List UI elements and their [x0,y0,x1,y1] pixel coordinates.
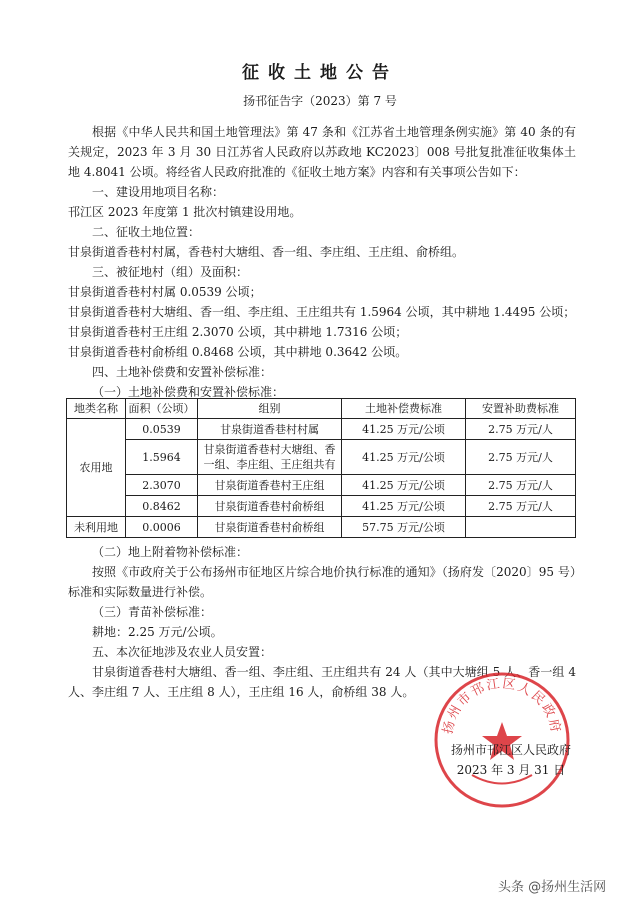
section-1-text: 邗江区 2023 年度第 1 批次村镇建设用地。 [68,205,302,219]
land-type-cell: 农用地 [67,419,126,517]
section-5-text: 甘泉街道香巷村大塘组、香一组、李庄组、王庄组共有 24 人（其中大塘组 5 人、香一组 4 人、李庄组 7 人、王庄组 8 人），王庄组 16 人，俞桥组 38 人。 [68,665,576,699]
table-row [67,440,576,475]
group-cell: 甘泉街道香巷村俞桥组 [198,496,342,517]
settlement-cell: 2.75 万元/人 [466,496,576,517]
section-3-line: 甘泉街道香巷村村属 0.0539 公顷； [68,285,262,299]
section-3-line: 甘泉街道香巷村俞桥组 0.8468 公顷，其中耕地 0.3642 公顷。 [68,345,408,359]
group-cell: 甘泉街道香巷村大塘组、香一组、李庄组、王庄组共有 [198,440,342,475]
source-watermark: 头条 @扬州生活网 [498,880,607,895]
table-header-row [67,399,576,419]
section-4-heading: 四、土地补偿费和安置补偿标准： [92,365,273,379]
document-number: 扬邗征告字（2023）第 7 号 [243,94,397,108]
table-header: 土地补偿费标准 [342,399,466,419]
area-cell: 0.0006 [126,517,198,538]
section-3-line: 甘泉街道香巷村王庄组 2.3070 公顷，其中耕地 1.7316 公顷； [68,325,408,339]
land-compensation-cell: 41.25 万元/公顷 [342,440,466,475]
intro-paragraph: 根据《中华人民共和国土地管理法》第 47 条和《江苏省土地管理条例实施》第 40 条的有关规定，2023 年 3 月 30 日江苏省人民政府以苏政地 KC2023〕008 号批复批准征收集体土地 4.8041 公顷。将经省人民政府批准的《征收土地方案》内容和有关事项公告如下： [68,125,576,179]
section-4-continued [68,542,576,562]
land-compensation-cell: 41.25 万元/公顷 [342,475,466,496]
group-cell: 甘泉街道香巷村村属 [198,419,342,440]
section-4-sub2-text: 按照《市政府关于公布扬州市征地区片综合地价执行标准的通知》（扬府发〔2020〕95 号）标准和实际数量进行补偿。 [68,565,576,599]
table-row [67,419,576,440]
settlement-cell: 2.75 万元/人 [466,440,576,475]
table-row [67,517,576,538]
section-5-heading: 五、本次征地涉及农业人员安置： [92,645,273,659]
section-4-sub1-heading: （一）土地补偿费和安置补偿标准： [92,385,285,399]
group-cell: 甘泉街道香巷村王庄组 [198,475,342,496]
signature-organization: 扬州市邗江区人民政府 [450,743,571,757]
area-cell: 0.8462 [126,496,198,517]
group-cell: 甘泉街道香巷村俞桥组 [198,517,342,538]
land-compensation-cell: 41.25 万元/公顷 [342,419,466,440]
land-compensation-cell: 41.25 万元/公顷 [342,496,466,517]
section-2-heading: 二、征收土地位置： [92,225,201,239]
settlement-cell: 2.75 万元/人 [466,419,576,440]
section-4-sub3-heading: （三）青苗补偿标准： [92,605,213,619]
compensation-table [66,398,576,538]
signature-date: 2023 年 3 月 31 日 [456,763,566,777]
section-3-heading: 三、被征地村（组）及面积： [92,265,249,279]
land-compensation-cell: 57.75 万元/公顷 [342,517,466,538]
section-1-heading: 一、建设用地项目名称： [92,185,225,199]
area-cell: 1.5964 [126,440,198,475]
settlement-cell [466,517,576,538]
intro-section [68,122,576,182]
seal-text: 扬州市邗江区人民政府 [440,676,564,736]
section-3-line: 甘泉街道香巷村大塘组、香一组、李庄组、王庄组共有 1.5964 公顷，其中耕地 1.4495 公顷； [68,305,576,319]
section-4-sub2-heading: （二）地上附着物补偿标准： [92,545,249,559]
table-row [67,475,576,496]
page-title: 征收土地公告 [242,63,398,83]
land-type-cell: 未利用地 [67,517,126,538]
section-2-text: 甘泉街道香巷村村属，香巷村大塘组、香一组、李庄组、王庄组、俞桥组。 [68,245,465,259]
section-4-sub3-text: 耕地：2.25 万元/公顷。 [92,625,223,639]
table-header: 地类名称 [67,399,126,419]
section-4-sub2-body [68,562,576,602]
sections-4-5 [68,602,576,662]
settlement-cell: 2.75 万元/人 [466,475,576,496]
table-header: 面积（公顷） [126,399,198,419]
signature-block [436,740,586,780]
table-header: 组别 [198,399,342,419]
area-cell: 0.0539 [126,419,198,440]
area-cell: 2.3070 [126,475,198,496]
table-row [67,496,576,517]
sections-1-3 [68,182,576,402]
table-header: 安置补助费标准 [466,399,576,419]
